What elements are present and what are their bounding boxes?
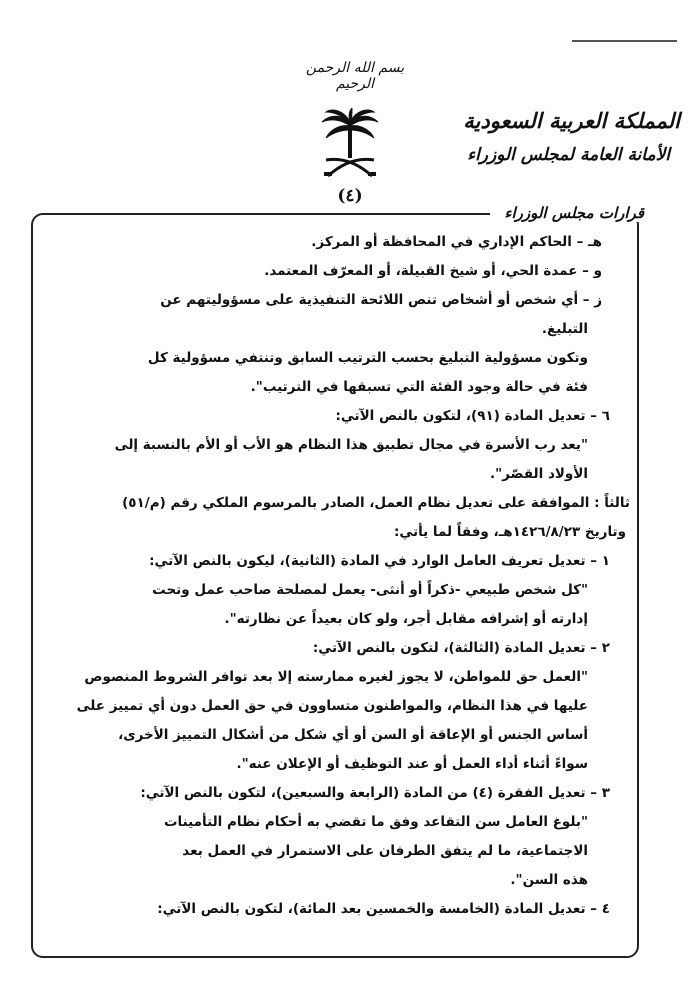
body-line: إدارته أو إشرافه مقابل أجر، ولو كان بعيداً عن نظارته". xyxy=(224,611,588,627)
body-line: "كل شخص طبيعي -ذكراً أو أنثى- يعمل لمصلحة صاحب عمل وتحت xyxy=(152,582,588,598)
body-line: وتكون مسؤولية التبليغ بحسب الترتيب السابق وتنتفي مسؤولية كل xyxy=(147,350,588,366)
document-body xyxy=(40,228,630,924)
body-line: الاجتماعية، ما لم يتفق الطرفان على الاستمرار في العمل بعد xyxy=(182,843,588,859)
body-line: التبليغ. xyxy=(541,321,588,337)
body-line: ١ – تعديل تعريف العامل الوارد في المادة (الثانية)، ليكون بالنص الآتي: xyxy=(149,553,610,569)
body-line: عليها في هذا النظام، والمواطنون متساوون في حق العمل دون أي تمييز على xyxy=(76,698,588,714)
body-line: ثالثاً : الموافقة على تعديل نظام العمل، الصادر بالمرسوم الملكي رقم (م/٥١) xyxy=(122,495,630,511)
body-line: سواءً أثناء أداء العمل أو عند التوظيف أو الإعلان عنه". xyxy=(236,756,588,772)
kingdom-name: المملكة العربية السعودية xyxy=(463,108,680,133)
basmala: بسم الله الرحمن الرحيم xyxy=(305,60,405,92)
body-line: و – عمدة الحي، أو شيخ القبيلة، أو المعرّف المعتمد. xyxy=(264,263,602,279)
body-line: "بلوغ العامل سن التقاعد وفق ما تقضي به أحكام نظام التأمينات xyxy=(163,814,588,830)
palm-and-swords-emblem-icon xyxy=(318,108,382,184)
secretariat-name: الأمانة العامة لمجلس الوزراء xyxy=(467,145,670,165)
body-line: هـ – الحاكم الإداري في المحافظة أو المركز. xyxy=(311,234,602,250)
body-line: ز – أي شخص أو أشخاص تنص اللائحة التنفيذية على مسؤوليتهم عن xyxy=(160,292,602,308)
body-line: ٦ – تعديل المادة (٩١)، لتكون بالنص الآتي: xyxy=(335,408,610,424)
body-line: هذه السن". xyxy=(510,872,588,888)
page-number: (٤) xyxy=(337,186,363,206)
body-line: "يعد رب الأسرة في مجال تطبيق هذا النظام هو الأب أو الأم بالنسبة إلى xyxy=(114,437,588,453)
top-rule xyxy=(572,40,677,42)
body-line: فئة في حالة وجود الفئة التي تسبقها في الترتيب". xyxy=(250,379,588,395)
body-line: "العمل حق للمواطن، لا يجوز لغيره ممارسته إلا بعد توافر الشروط المنصوص xyxy=(84,669,588,685)
body-line: الأولاد القصّر". xyxy=(489,466,588,482)
body-line: ٢ – تعديل المادة (الثالثة)، لتكون بالنص الآتي: xyxy=(312,640,610,656)
body-line: ٤ – تعديل المادة (الخامسة والخمسين بعد المائة)، لتكون بالنص الآتي: xyxy=(157,901,610,917)
body-line: ٣ – تعديل الفقرة (٤) من المادة (الرابعة والسبعين)، لتكون بالنص الآتي: xyxy=(140,785,610,801)
section-label: قرارات مجلس الوزراء xyxy=(490,204,648,222)
body-line: وتاريخ ١٤٢٦/٨/٢٣هـ، وفقاً لما يأتي: xyxy=(393,524,626,540)
body-line: أساس الجنس أو الإعاقة أو السن أو أي شكل من أشكال التمييز الأخرى، xyxy=(118,727,588,743)
